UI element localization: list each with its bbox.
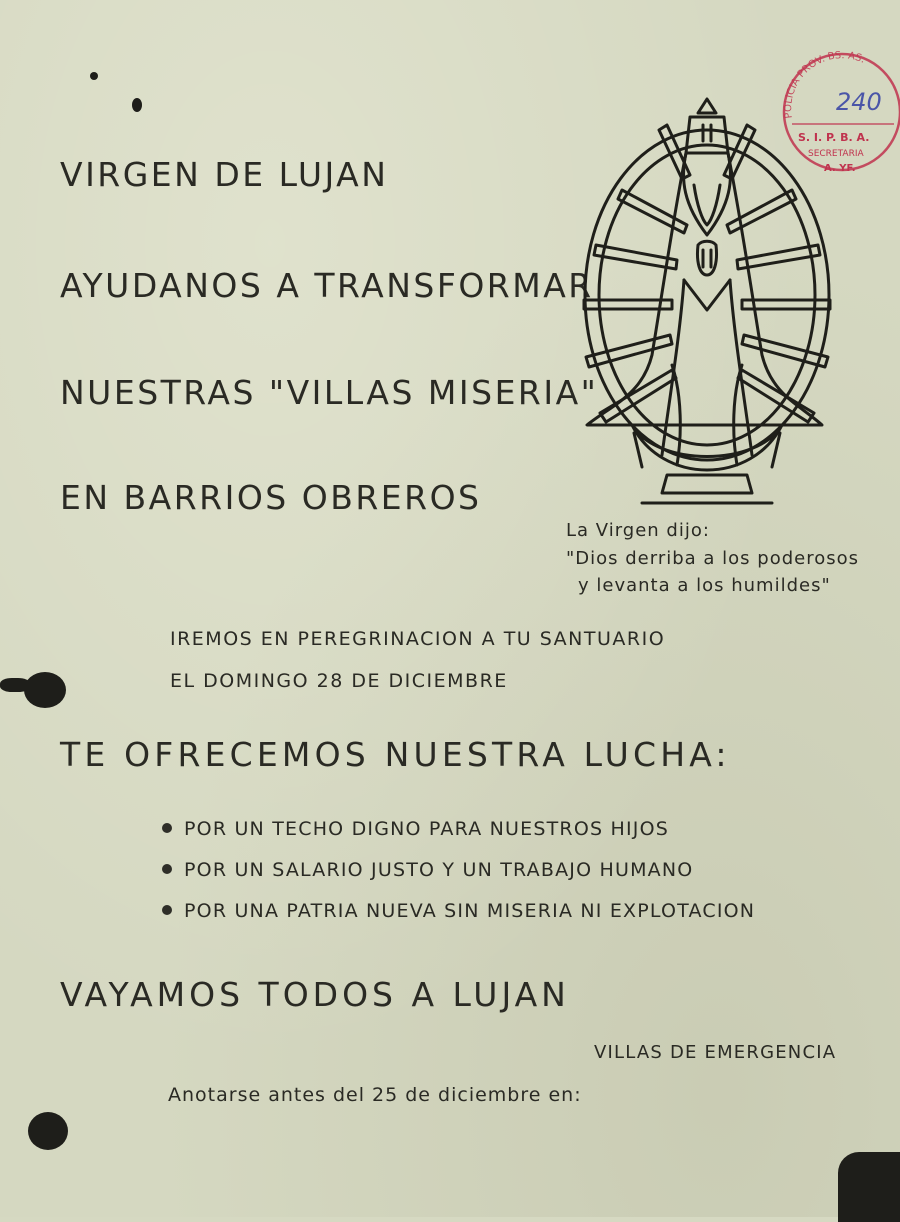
pilgrimage-line-1: IREMOS EN PEREGRINACION A TU SANTUARIO [170, 628, 666, 650]
ink-spot [28, 1112, 68, 1150]
stamp-arc-text: POLICIA PROV. BS. AS. [783, 50, 867, 120]
bullet-text: POR UN TECHO DIGNO PARA NUESTROS HIJOS [184, 818, 670, 840]
headline-line-1: VIRGEN DE LUJAN [60, 155, 389, 194]
quote-line-1: La Virgen dijo: [566, 520, 710, 541]
ink-speck [90, 72, 98, 80]
quote-line-3: y levanta a los humildes" [578, 575, 831, 596]
ink-spot [0, 678, 30, 692]
closing-line: VAYAMOS TODOS A LUJAN [60, 975, 570, 1014]
bullet-item [162, 859, 693, 881]
bullet-text: POR UN SALARIO JUSTO Y UN TRABAJO HUMANO [184, 859, 694, 881]
stamp-line-3: A. YF. [824, 163, 856, 174]
headline-line-4: EN BARRIOS OBREROS [60, 478, 482, 517]
bullet-item [162, 900, 755, 922]
virgin-of-lujan-icon [572, 95, 842, 510]
bullet-dot-icon [162, 823, 172, 833]
stamp-line-2: SECRETARIA [808, 149, 864, 159]
bullet-text: POR UNA PATRIA NUEVA SIN MISERIA NI EXPLOTACION [184, 900, 756, 922]
pilgrimage-line-2: EL DOMINGO 28 DE DICIEMBRE [170, 670, 508, 692]
ink-spot [838, 1152, 900, 1222]
headline-line-2: AYUDANOS A TRANSFORMAR [60, 266, 594, 305]
bullet-item [162, 818, 669, 840]
stamp-number: 240 [836, 88, 882, 116]
headline-line-3: NUESTRAS "VILLAS MISERIA" [60, 373, 599, 412]
stamp-line-1: S. I. P. B. A. [798, 131, 870, 144]
ink-spot [24, 672, 66, 708]
signature: VILLAS DE EMERGENCIA [594, 1042, 837, 1063]
bullet-dot-icon [162, 864, 172, 874]
ink-speck [132, 98, 142, 112]
quote-line-2: "Dios derriba a los poderosos [566, 548, 860, 569]
signup-text: Anotarse antes del 25 de diciembre en: [168, 1084, 582, 1106]
bullet-dot-icon [162, 905, 172, 915]
offer-heading: TE OFRECEMOS NUESTRA LUCHA: [60, 735, 731, 774]
